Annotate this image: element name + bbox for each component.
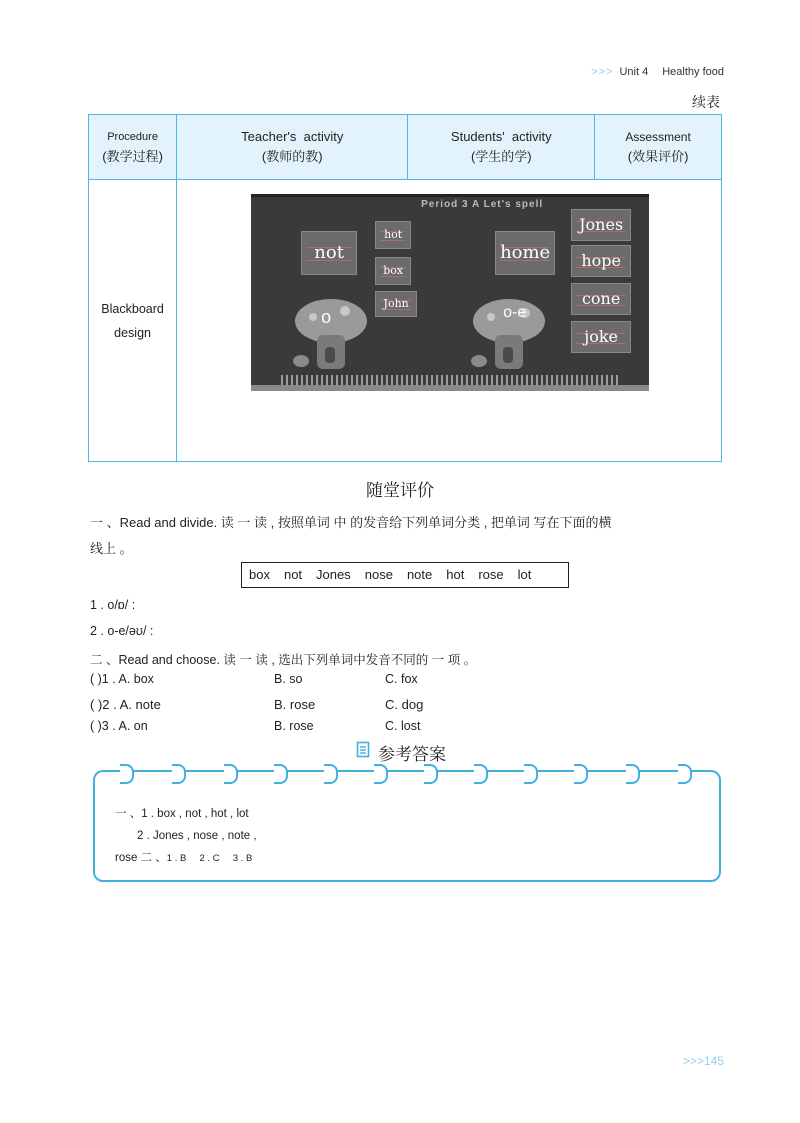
- word-card: [301, 231, 357, 275]
- binder-ring: [324, 764, 338, 784]
- word-bank-item: lot: [517, 567, 532, 582]
- assessment-cn: (效果评价): [627, 149, 689, 164]
- header-teacher: [177, 115, 408, 180]
- binder-ring: [374, 764, 388, 784]
- q2-item-3-stem: ( )3 . A. on: [90, 719, 148, 733]
- students-en: Students' activity: [450, 129, 552, 144]
- continued-label: 续表: [692, 94, 720, 110]
- word-card: [375, 257, 411, 285]
- word-bank-item: not: [283, 567, 303, 582]
- binder-ring: [574, 764, 588, 784]
- word-card-text: joke: [584, 327, 619, 346]
- q2-instruction: 二 、Read and choose. 读 一 读 , 选出下列单词中发音不同的 一 项 。: [90, 653, 477, 667]
- binder-ring: [626, 764, 640, 784]
- students-cn: (学生的学): [470, 149, 532, 164]
- word-card-text: not: [314, 242, 344, 263]
- mushroom-house-icon: [291, 291, 371, 377]
- table-header-row: [89, 115, 722, 180]
- answer-line-3a: rose 二 、: [115, 852, 167, 864]
- q2-item-1-option-b: B. so: [274, 672, 303, 686]
- row-label: [89, 180, 177, 462]
- binder-ring: [274, 764, 288, 784]
- page-number: >>>145: [682, 1054, 724, 1068]
- row-label-line1: Blackboard: [101, 301, 164, 316]
- word-card: [571, 209, 631, 241]
- answer-line-1: 一 、1 . box , not , hot , lot: [115, 808, 249, 820]
- row-label-line2: design: [114, 325, 151, 340]
- word-card: [571, 245, 631, 277]
- word-bank: [241, 562, 569, 588]
- q2-item-1-option-c: C. fox: [385, 672, 418, 686]
- header-arrows: >>>: [591, 66, 614, 78]
- word-card: [571, 321, 631, 353]
- word-card-text: cone: [581, 289, 621, 308]
- word-card-text: hot: [384, 228, 403, 241]
- word-card-text: hope: [581, 251, 621, 270]
- section-title: 随堂评价: [366, 481, 434, 500]
- q1-instruction-line2: 线上 。: [90, 541, 133, 556]
- q2-item-2-option-b: B. rose: [274, 697, 316, 712]
- answer-line-3b: 1 . B 2 . C 3 . B: [166, 853, 253, 864]
- grass-decoration: [281, 375, 621, 385]
- q2-item-1-stem: ( )1 . A. box: [90, 672, 154, 686]
- left-sound-label: o: [321, 307, 332, 327]
- procedure-cn: (教学过程): [102, 149, 163, 164]
- word-bank-item: rose: [478, 567, 504, 582]
- binder-ring: [224, 764, 238, 784]
- word-bank-item: box: [249, 567, 270, 582]
- teacher-cn: (教师的教): [261, 149, 323, 164]
- q2-item-2-stem: ( )2 . A. note: [90, 697, 161, 712]
- binder-ring: [172, 764, 186, 784]
- binder-ring: [424, 764, 438, 784]
- running-header: [591, 66, 724, 78]
- word-card: [375, 291, 417, 317]
- word-bank-item: Jones: [316, 567, 351, 582]
- answers-title: 参考答案: [378, 745, 446, 764]
- blackboard-cell: [177, 180, 722, 462]
- word-card-text: home: [500, 242, 551, 263]
- assessment-en: Assessment: [625, 130, 691, 144]
- q2-item-3-option-c: C. lost: [385, 719, 421, 733]
- answer-line-3: [115, 849, 252, 865]
- header-topic: Healthy food: [662, 66, 724, 78]
- answer-line-2: 2 . Jones , nose , note ,: [137, 830, 257, 842]
- binder-ring: [524, 764, 538, 784]
- binder-ring: [678, 764, 692, 784]
- word-card-text: John: [383, 297, 409, 310]
- board-title: Period 3 A Let's spell: [421, 199, 544, 210]
- word-card-text: box: [383, 264, 404, 277]
- answers-box: [93, 770, 721, 882]
- procedure-en: Procedure: [107, 131, 158, 143]
- q2-item-2-option-c: C. dog: [385, 697, 424, 712]
- header-procedure: [89, 115, 177, 180]
- q1-instruction-line1: 一 、Read and divide. 读 一 读 , 按照单词 中 的发音给下列单词分类 , 把单词 写在下面的横: [90, 515, 612, 530]
- word-bank-item: hot: [446, 567, 465, 582]
- binder-ring: [120, 764, 134, 784]
- lesson-table: [88, 114, 722, 462]
- binder-ring: [474, 764, 488, 784]
- table-row: [89, 180, 722, 462]
- notebook-icon: [356, 741, 370, 758]
- q2-item-3-option-b: B. rose: [274, 719, 314, 733]
- header-assessment: [595, 115, 722, 180]
- word-bank-item: nose: [364, 567, 393, 582]
- teacher-en: Teacher's activity: [241, 129, 344, 144]
- word-bank-item: note: [406, 567, 433, 582]
- q1-item-1: 1 . o/ɒ/ :: [90, 598, 136, 612]
- word-card: [375, 221, 411, 249]
- blackboard-image: [251, 194, 649, 391]
- word-card: [495, 231, 555, 275]
- header-unit: Unit 4: [619, 66, 649, 78]
- right-sound-label: o-e: [503, 304, 527, 321]
- q1-item-2: 2 . o-e/əʊ/ :: [90, 624, 154, 638]
- word-card: [571, 283, 631, 315]
- header-students: [408, 115, 595, 180]
- word-card-text: Jones: [579, 215, 624, 234]
